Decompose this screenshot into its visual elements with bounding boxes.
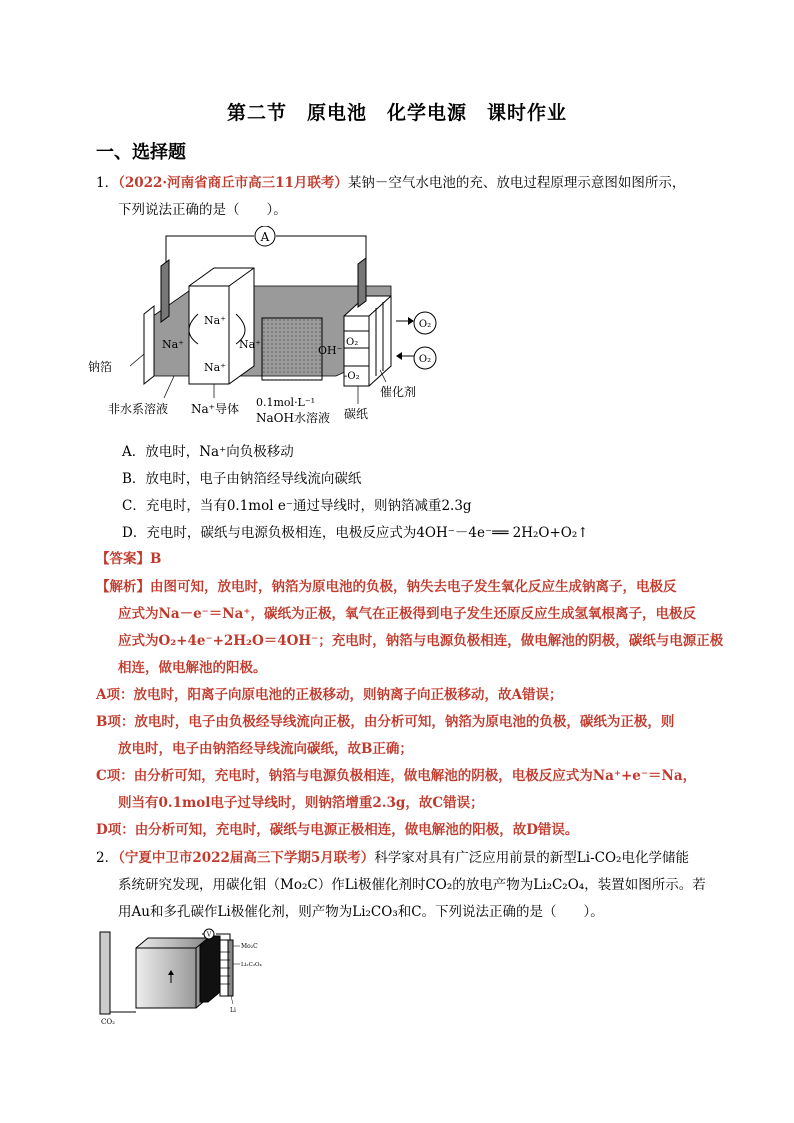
left-tab (161, 260, 169, 322)
o2-out-1: O₂ (418, 319, 432, 330)
q1-source: （2022·河南省商丘市高三11月联考） (118, 175, 348, 191)
q2-number: 2． (96, 850, 119, 866)
label-catalyst: 催化剂 (380, 385, 417, 399)
na-label-1: Na⁺ (204, 314, 226, 327)
analysis-text-2: 应式为Na－e⁻＝Na⁺，碳纸为正极，氧气在正极得到电子发生还原反应生成氢氧根离子，电极反 (118, 606, 697, 622)
q1-option-d: D．充电时，碳纸与电源负极相连，电极反应式为4OH⁻－4e⁻══ 2H₂O+O₂↑ (122, 525, 589, 541)
analysis-text-3: 应式为O₂+4e⁻+2H₂O＝4OH⁻；充电时，钠箔与电源负极相连，做电解池的阴极，碳纸与电源正极 (118, 633, 724, 649)
q1-answer (96, 549, 161, 569)
wire-left (166, 236, 254, 266)
q1-option-b: B．放电时，电子由钠箔经导线流向碳纸 (122, 471, 362, 487)
o2-label-a: O₂ (346, 337, 359, 348)
mo2c-electrode (200, 936, 220, 1002)
oh-label: OH⁻ (318, 344, 343, 357)
q2-stem3: 用Au和多孔碳作Li极催化剂，则产物为Li₂CO₃和C。下列说法正确的是（ ）。 (118, 904, 604, 920)
q1-stem1: 某钠－空气水电池的充、放电过程原理示意图如图所示， (347, 175, 686, 191)
q1-number: 1． (96, 175, 119, 191)
naoh-solution (262, 318, 322, 380)
o2-label-b: -O₂ (344, 371, 360, 382)
answer-value: B (150, 551, 162, 567)
q1-option-a: A．放电时，Na⁺向负极移动 (122, 444, 294, 460)
q2-source: （宁夏中卫市2022届高三下学期5月联考） (118, 850, 375, 866)
li2c2o4-label: Li₂C₂O₄ (241, 962, 262, 968)
li-label: Li (230, 1007, 236, 1014)
label-conductor: Na⁺导体 (191, 402, 239, 416)
co2-pipe (100, 932, 110, 1014)
q1-analysis-line1 (96, 577, 677, 597)
q2-stem-line1 (96, 848, 689, 868)
item-c-line1: C项：由分析可知，充电时，钠箔与电源负极相连，做电解池的阴极，电极反应式为Na⁺+e⁻＝Na， (96, 768, 697, 784)
right-tab (358, 258, 366, 307)
sodium-foil (144, 306, 154, 384)
item-b-line2: 放电时，电子由钠箔经导线流向碳纸，故B正确； (118, 741, 413, 757)
q1-battery-diagram (86, 226, 446, 426)
o2-out-2: O₂ (418, 354, 432, 365)
label-conc: 0.1mol·L⁻¹ (256, 396, 316, 409)
na-label-4: Na⁺ (204, 361, 226, 374)
answer-label: 【答案】 (96, 551, 150, 567)
item-b-line1: B项：放电时，电子由负极经导线流向正极，由分析可知，钠箔为原电池的负极，碳纸为正极，则 (96, 714, 675, 730)
label-carbon: 碳纸 (344, 407, 369, 421)
q2-device-diagram (96, 928, 276, 1028)
na-label-3: Na⁺ (239, 338, 261, 351)
voltmeter-label: V (206, 931, 212, 939)
item-a: A项：放电时，阳离子向原电池的正极移动，则钠离子向正极移动，故A错误； (96, 687, 563, 703)
q2-stem1: 科学家对具有广泛应用前景的新型Li-CO₂电化学储能 (374, 850, 689, 866)
label-nonaq: 非水系溶液 (108, 402, 169, 416)
q1-stem-line1 (96, 173, 685, 193)
ammeter-label: A (260, 230, 270, 244)
page-title: 第二节 原电池 化学电源 课时作业 (226, 102, 567, 124)
co2-label: CO₂ (101, 1018, 115, 1026)
label-foil: 钠箔 (88, 360, 113, 374)
section-heading: 一、选择题 (96, 142, 186, 163)
item-d: D项：由分析可知，充电时，碳纸与电源正极相连，做电解池的阳极，故D错误。 (96, 822, 579, 838)
analysis-text-4: 相连，做电解池的阳极。 (118, 660, 267, 676)
wire-right (276, 236, 366, 266)
item-c-line2: 则当有0.1mol电子过导线时，则钠箔增重2.3g，故C错误； (118, 795, 484, 811)
q2-stem2: 系统研究发现，用碳化钼（Mo₂C）作Li极催化剂时CO₂的放电产物为Li₂C₂O₄，装置如图所示。若 (118, 877, 706, 893)
mo2c-label: Mo₂C (241, 943, 258, 950)
q1-stem2: 下列说法正确的是（ ）。 (118, 202, 287, 218)
analysis-text-1: 由图可知，放电时，钠箔为原电池的负极，钠失去电子发生氧化反应生成钠离子，电极反 (150, 579, 677, 595)
na-label-2: Na⁺ (162, 338, 184, 351)
q1-option-c: C．充电时，当有0.1mol e⁻通过导线时，则钠箔减重2.3g (122, 498, 472, 514)
label-naoh: NaOH水溶液 (256, 411, 330, 425)
analysis-label: 【解析】 (96, 579, 150, 595)
